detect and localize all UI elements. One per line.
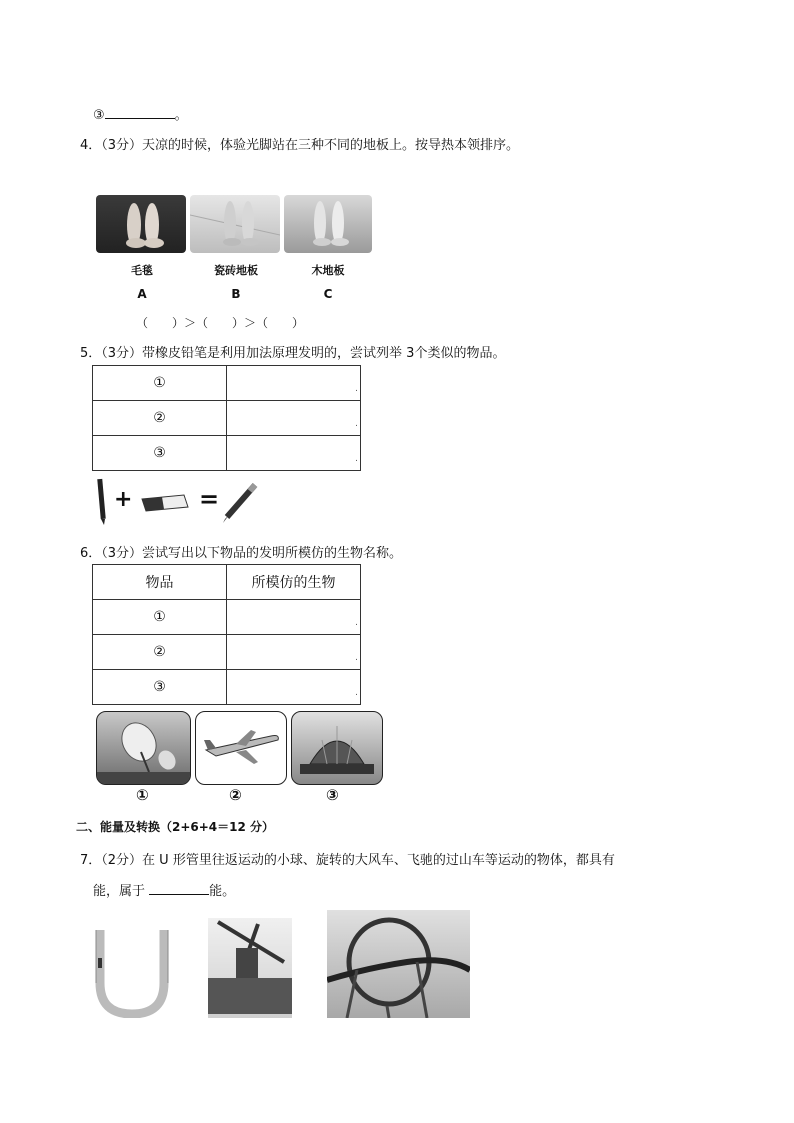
q3-answer-line: ③ 。 — [93, 104, 188, 123]
section-title: 二、能量及转换（2+6+4＝12 分） — [76, 820, 275, 834]
q5-answer-1[interactable]: . — [227, 366, 361, 401]
image-number-3: ③ — [326, 786, 339, 804]
table-row: ③ . — [93, 670, 361, 705]
q5-prompt: 5．（3分）带橡皮铅笔是利用加法原理发明的，尝试列举 3个类似的物品。 — [80, 346, 506, 361]
dome-building-image — [291, 711, 383, 785]
equals-sign: = — [199, 485, 220, 513]
q6-answer-2[interactable]: . — [227, 635, 361, 670]
q7-line2: 能，属于 能。 — [93, 880, 235, 899]
feet-on-wood-image — [284, 195, 372, 253]
table-row: ① . — [93, 366, 361, 401]
feet-on-tile-image — [190, 195, 280, 253]
feet-on-carpet-image — [96, 195, 186, 253]
q4-prompt: 4．（3分）天凉的时候，体验光脚站在三种不同的地板上。按导热本领排序。 — [80, 138, 520, 153]
q7-line1: 7．（2分）在 U 形管里往返运动的小球、旋转的大风车、飞驰的过山车等运动的物体，都具有 — [80, 853, 615, 868]
letter-a: A — [137, 287, 147, 301]
q5-table — [92, 365, 361, 471]
pencil-with-eraser-icon — [223, 485, 255, 523]
image-number-1: ① — [136, 786, 149, 804]
q6-table — [92, 564, 361, 705]
table-row: ② . — [93, 401, 361, 436]
table-row: ② . — [93, 635, 361, 670]
caption-carpet: 毛毯 — [131, 264, 153, 277]
q6-prompt: 6．（3分）尝试写出以下物品的发明所模仿的生物名称。 — [80, 546, 403, 561]
circled-three: ③ — [93, 108, 105, 123]
q5-answer-2[interactable]: . — [227, 401, 361, 436]
eraser-icon — [142, 495, 188, 511]
pencil-eraser-equation — [92, 477, 262, 527]
q7-blank[interactable] — [149, 881, 209, 895]
q6-answer-3[interactable]: . — [227, 670, 361, 705]
letter-b: B — [231, 287, 241, 301]
ball-icon — [98, 958, 102, 968]
q3-blank[interactable] — [105, 105, 175, 119]
plus-sign: + — [114, 487, 133, 512]
roller-coaster-image — [327, 910, 470, 1018]
u-tube-image — [94, 928, 170, 1018]
radar-dish-image — [96, 711, 191, 785]
table-row: ① . — [93, 600, 361, 635]
caption-tile: 瓷砖地板 — [214, 264, 258, 277]
table-row: ③ . — [93, 436, 361, 471]
q5-answer-3[interactable]: . — [227, 436, 361, 471]
caption-wood: 木地板 — [311, 264, 345, 277]
letter-c: C — [323, 287, 333, 301]
windmill-image — [208, 918, 292, 1018]
q6-answer-1[interactable]: . — [227, 600, 361, 635]
table-header-row: 物品 所模仿的生物 — [93, 565, 361, 600]
airplane-image — [195, 711, 287, 785]
q4-order-blanks[interactable]: （ ）＞（ ）＞（ ） — [136, 316, 305, 330]
image-number-2: ② — [229, 786, 242, 804]
pencil-icon — [97, 479, 105, 525]
